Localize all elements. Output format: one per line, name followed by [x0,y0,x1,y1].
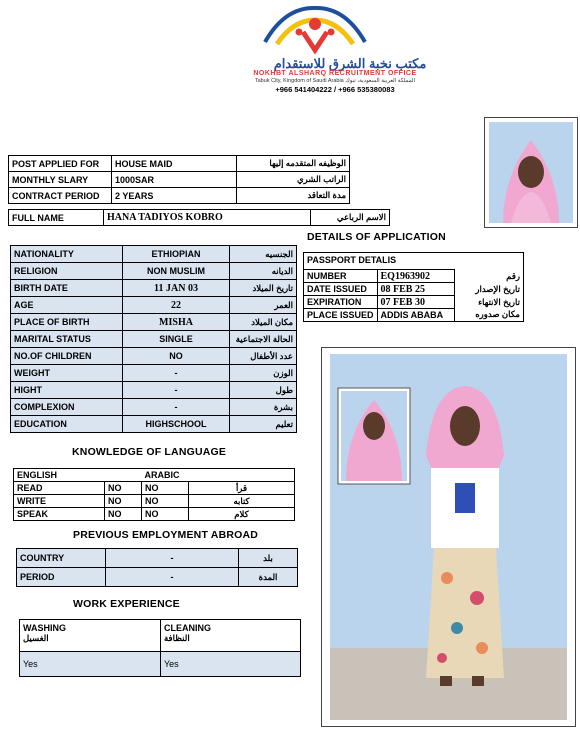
expiration-label: EXPIRATION [304,296,377,309]
table-row [304,283,523,296]
salary-label: MONTHLY SLARY [9,172,112,188]
post-row [9,156,350,172]
table-row [17,568,298,587]
expiration-value: 07 FEB 30 [377,296,454,309]
children-ar: عدد الأطفال [230,348,297,365]
marital-status-ar: الحالة الاجتماعية [230,331,297,348]
place-of-birth-label: PLACE OF BIRTH [11,314,123,331]
table-row [20,652,301,677]
date-issued-value: 08 FEB 25 [377,283,454,296]
birth-date-value: 11 JAN 03 [123,280,230,297]
full-name-table [8,209,390,226]
birth-date-label: BIRTH DATE [11,280,123,297]
speak-english: NO [105,508,142,521]
job-info-table [8,155,350,204]
table-row [11,314,297,331]
table-row [11,399,297,416]
religion-ar: الديانه [230,263,297,280]
place-of-birth-ar: مكان الميلاد [230,314,297,331]
weight-ar: الوزن [230,365,297,382]
logo-graphic [255,2,375,60]
work-title: WORK EXPERIENCE [73,598,180,610]
logo [255,2,375,60]
washing-en: WASHING [23,623,67,633]
weight-label: WEIGHT [11,365,123,382]
nationality-label: NATIONALITY [11,246,123,263]
passport-block [303,252,524,322]
salary-row [9,172,350,188]
personal-details-table [10,245,297,433]
passport-number-label: NUMBER [304,270,377,283]
period-ar: المدة [239,568,298,587]
religion-label: RELIGION [11,263,123,280]
children-label: NO.OF CHILDREN [11,348,123,365]
country-value: - [106,549,239,568]
table-row [11,365,297,382]
place-issued-value: ADDIS ABABA [377,309,454,322]
table-row [14,495,295,508]
post-ar: الوظيفه المتقدمه إليها [237,156,350,172]
complexion-ar: بشرة [230,399,297,416]
table-row [14,469,295,482]
height-value: - [123,382,230,399]
period-label: PERIOD [17,568,106,587]
religion-value: NON MUSLIM [123,263,230,280]
education-label: EDUCATION [11,416,123,433]
salary-ar: الراتب الشري [237,172,350,188]
place-issued-ar: مكان صدوره [475,309,520,320]
speak-ar: كلام [189,508,295,521]
period-value: - [106,568,239,587]
passport-number-ar: رقم [506,270,520,281]
salary-value: 1000SAR [112,172,237,188]
post-value: HOUSE MAID [112,156,237,172]
full-name-label: FULL NAME [9,210,104,226]
passport-number-value: EQ1963902 [377,270,454,283]
full-name-value: HANA TADIYOS KOBRO [104,210,311,226]
speak-label: SPEAK [14,508,105,521]
country-ar: بلد [239,549,298,568]
contract-row [9,188,350,204]
cleaning-header [161,620,301,652]
table-row [11,280,297,297]
read-arabic: NO [142,482,189,495]
nationality-value: ETHIOPIAN [123,246,230,263]
age-ar: العمر [230,297,297,314]
cleaning-value: Yes [161,652,301,677]
language-table [13,468,295,521]
read-label: READ [14,482,105,495]
age-label: AGE [11,297,123,314]
table-row [20,620,301,652]
place-issued-label: PLACE ISSUED [304,309,377,322]
write-ar: كتابه [189,495,295,508]
arabic-header: ARABIC [142,469,295,482]
birth-date-ar: تاريخ الميلاد [230,280,297,297]
portrait-icon [489,122,573,223]
table-row [17,549,298,568]
table-row [11,263,297,280]
cleaning-ar: النظافة [164,633,190,643]
table-row [11,331,297,348]
cleaning-en: CLEANING [164,623,211,633]
office-address: Tabuk City, Kingdom of Saudi Arabia المملكة العربية السعودية، تبوك [254,78,416,84]
age-value: 22 [123,297,230,314]
office-english-name: NOKHBT ALSHARQ RECRUITMENT OFFICE [253,70,417,77]
table-row [304,309,523,322]
expiration-ar: تاريخ الانتهاء [478,296,520,307]
english-header: ENGLISH [14,469,142,482]
height-ar: طول [230,382,297,399]
complexion-value: - [123,399,230,416]
work-table [19,619,301,677]
applicant-photo-small [484,117,578,228]
post-label: POST APPLIED FOR [9,156,112,172]
details-title: DETAILS OF APPLICATION [307,231,446,243]
full-name-ar: الاسم الرباعي [311,210,390,226]
date-issued-ar: تاريخ الإصدار [475,283,520,294]
table-row [11,297,297,314]
washing-ar: الغسيل [23,633,49,643]
office-arabic-name: مكتب نخبة الشرق للاستقدام [273,56,427,71]
read-english: NO [105,482,142,495]
table-row [14,508,295,521]
height-label: HIGHT [11,382,123,399]
table-row [304,296,523,309]
table-row [11,246,297,263]
education-ar: تعليم [230,416,297,433]
employment-table [16,548,298,587]
table-row [11,416,297,433]
nationality-ar: الجنسيه [230,246,297,263]
write-english: NO [105,495,142,508]
table-row [14,482,295,495]
speak-arabic: NO [142,508,189,521]
country-label: COUNTRY [17,549,106,568]
contract-ar: مدة التعاقد [237,188,350,204]
place-of-birth-value: MISHA [123,314,230,331]
language-title: KNOWLEDGE OF LANGUAGE [72,446,227,458]
contract-value: 2 YEARS [112,188,237,204]
passport-table [304,269,523,321]
passport-title: PASSPORT DETALIS [307,255,397,265]
table-row [304,270,523,283]
table-row [11,382,297,399]
complexion-label: COMPLEXION [11,399,123,416]
write-label: WRITE [14,495,105,508]
table-row [11,348,297,365]
contract-label: CONTRACT PERIOD [9,188,112,204]
office-phones: +966 541404222 / +966 535380083 [275,85,395,94]
employment-title: PREVIOUS EMPLOYMENT ABROAD [73,529,259,541]
marital-status-value: SINGLE [123,331,230,348]
washing-header [20,620,161,652]
date-issued-label: DATE ISSUED [304,283,377,296]
washing-value: Yes [20,652,161,677]
weight-value: - [123,365,230,382]
education-value: HIGHSCHOOL [123,416,230,433]
full-body-portrait-icon [322,348,575,726]
marital-status-label: MARITAL STATUS [11,331,123,348]
write-arabic: NO [142,495,189,508]
children-value: NO [123,348,230,365]
read-ar: قرأ [189,482,295,495]
applicant-photo-full [321,347,576,727]
